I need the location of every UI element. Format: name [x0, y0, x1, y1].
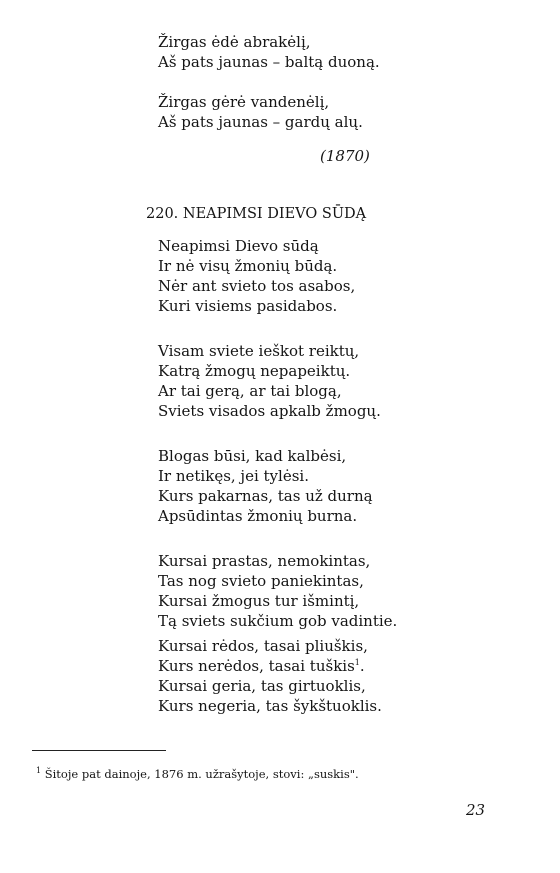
stanza-4 [158, 341, 381, 421]
poem-line: Aš pats jaunas – gardų alų. [158, 113, 363, 131]
poem-line: Žirgas gėrė vandenėlį, [158, 93, 330, 111]
line-suffix: . [359, 657, 365, 675]
poem-line-text: Kurs nerėdos, tasai tuškis [158, 657, 355, 675]
poem-line: Visam sviete ieškot reiktų, [158, 342, 360, 360]
poem-line: Sviets visados apkalb žmogų. [158, 402, 381, 420]
page-number: 23 [466, 801, 486, 819]
poem-line: Kuri visiems pasidabos. [158, 297, 338, 315]
poem-line: Apsūdintas žmonių burna. [158, 507, 358, 525]
poem-line: Kursai rėdos, tasai pliuškis, [158, 637, 368, 655]
poem-line: Kursai geria, tas girtuoklis, [158, 677, 366, 695]
poem-line: Ir nė visų žmonių būdą. [158, 257, 338, 275]
stanza-2 [158, 92, 363, 132]
poem-line-with-footnote [158, 656, 382, 676]
stanza-6 [158, 551, 397, 631]
poem-line: Neapimsi Dievo sūdą [158, 237, 319, 255]
poem-line: Kurs pakarnas, tas už durną [158, 487, 373, 505]
footnote-divider [32, 750, 166, 751]
poem-line: Kurs negeria, tas šykštuoklis. [158, 697, 382, 715]
poem-line: Ir netikęs, jei tylėsi. [158, 467, 309, 485]
poem-line: Katrą žmogų nepapeiktų. [158, 362, 351, 380]
footnote [36, 766, 359, 782]
footnote-text: Šitoje pat dainoje, 1876 m. užrašytoje, stovi: „suskis". [44, 767, 359, 781]
stanza-1 [158, 32, 380, 72]
poem-line: Aš pats jaunas – baltą duoną. [158, 53, 380, 71]
poem-line: Tą sviets sukčium gob vadintie. [158, 612, 398, 630]
stanza-7 [158, 636, 382, 716]
footnote-ref: 1 [354, 658, 360, 667]
poem-line: Blogas būsi, kad kalbėsi, [158, 447, 347, 465]
poem-line: Nėr ant svieto tos asabos, [158, 277, 356, 295]
stanza-5 [158, 446, 373, 526]
footnote-marker: 1 [36, 766, 42, 776]
poem-line: Ar tai gerą, ar tai blogą, [158, 382, 342, 400]
poem-line: Žirgas ėdė abrakėlį, [158, 33, 311, 51]
poem-date: (1870) [320, 147, 370, 165]
stanza-3 [158, 236, 355, 316]
poem-line: Tas nog svieto paniekintas, [158, 572, 364, 590]
poem-line: Kursai žmogus tur išmintį, [158, 592, 360, 610]
poem-title: 220. NEAPIMSI DIEVO SŪDĄ [146, 206, 367, 222]
poem-line: Kursai prastas, nemokintas, [158, 552, 371, 570]
